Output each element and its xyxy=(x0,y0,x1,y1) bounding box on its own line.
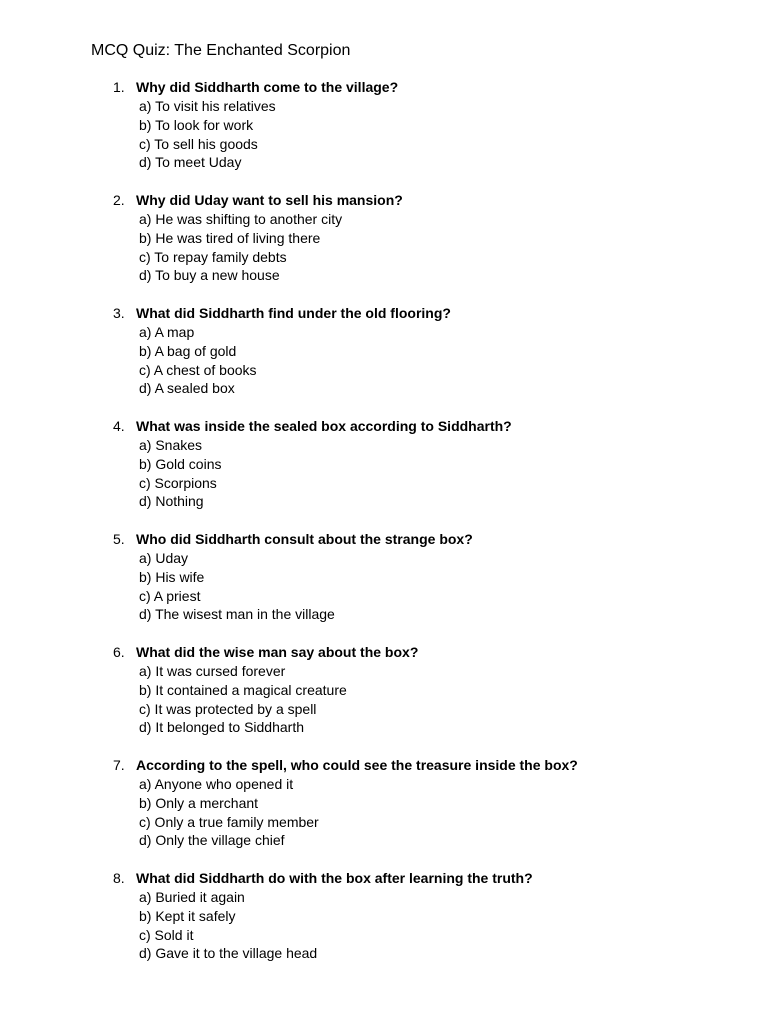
answer-option: b) Only a merchant xyxy=(139,794,259,811)
answer-option: c) Sold it xyxy=(139,926,194,943)
answer-options xyxy=(139,210,342,285)
answer-option: a) Uday xyxy=(139,550,189,566)
question-text: What was inside the sealed box according to Siddharth? xyxy=(136,418,512,434)
answer-option: c) Scorpions xyxy=(139,474,217,491)
question-item xyxy=(0,869,768,982)
answer-option: a) Buried it again xyxy=(139,889,245,905)
question-item xyxy=(0,417,768,530)
answer-option: d) Only the village chief xyxy=(139,832,285,849)
answer-option: c) To repay family debts xyxy=(139,248,287,265)
answer-option: d) Nothing xyxy=(139,493,204,510)
question-item xyxy=(0,756,768,869)
question-number: 8. xyxy=(113,870,125,886)
question-item xyxy=(0,191,768,304)
answer-option: c) To sell his goods xyxy=(139,135,258,152)
answer-option: b) It contained a magical creature xyxy=(139,681,347,698)
question-text: Why did Siddharth come to the village? xyxy=(136,79,399,95)
question-text: According to the spell, who could see the treasure inside the box? xyxy=(136,757,578,773)
answer-option: a) It was cursed forever xyxy=(139,663,286,679)
answer-option: b) To look for work xyxy=(139,116,254,133)
question-number: 5. xyxy=(113,531,125,547)
question-number: 7. xyxy=(113,757,125,773)
answer-options xyxy=(139,97,276,172)
question-text: What did the wise man say about the box? xyxy=(136,644,419,660)
question-number: 1. xyxy=(113,79,125,95)
answer-option: a) To visit his relatives xyxy=(139,98,276,114)
answer-options xyxy=(139,888,317,963)
page-title: MCQ Quiz: The Enchanted Scorpion xyxy=(91,42,351,59)
answer-options xyxy=(139,323,257,398)
question-number: 2. xyxy=(113,192,125,208)
answer-option: d) To meet Uday xyxy=(139,154,242,171)
answer-option: b) His wife xyxy=(139,568,205,585)
answer-option: c) It was protected by a spell xyxy=(139,700,317,717)
answer-option: c) A priest xyxy=(139,587,201,604)
question-number: 3. xyxy=(113,305,125,321)
answer-option: d) To buy a new house xyxy=(139,267,280,284)
answer-option: a) Snakes xyxy=(139,437,203,453)
answer-options xyxy=(139,549,335,624)
question-text: Why did Uday want to sell his mansion? xyxy=(136,192,403,208)
answer-options xyxy=(139,662,347,737)
question-text: What did Siddharth do with the box after learning the truth? xyxy=(136,870,533,886)
answer-option: b) He was tired of living there xyxy=(139,229,321,246)
answer-option: c) Only a true family member xyxy=(139,813,319,830)
question-number: 4. xyxy=(113,418,125,434)
answer-option: b) Gold coins xyxy=(139,455,222,472)
answer-option: a) Anyone who opened it xyxy=(139,776,294,792)
answer-option: b) Kept it safely xyxy=(139,907,236,924)
question-list xyxy=(0,78,768,982)
question-text: Who did Siddharth consult about the strange box? xyxy=(136,531,473,547)
answer-option: a) He was shifting to another city xyxy=(139,211,343,227)
question-item xyxy=(0,530,768,643)
answer-option: c) A chest of books xyxy=(139,361,257,378)
answer-option: a) A map xyxy=(139,324,195,340)
answer-options xyxy=(139,775,319,850)
answer-option: b) A bag of gold xyxy=(139,342,237,359)
question-item xyxy=(0,304,768,417)
answer-options xyxy=(139,436,221,511)
answer-option: d) A sealed box xyxy=(139,380,235,397)
answer-option: d) It belonged to Siddharth xyxy=(139,719,305,736)
answer-option: d) Gave it to the village head xyxy=(139,945,318,962)
question-text: What did Siddharth find under the old flooring? xyxy=(136,305,451,321)
question-number: 6. xyxy=(113,644,125,660)
question-item xyxy=(0,78,768,191)
answer-option: d) The wisest man in the village xyxy=(139,606,335,623)
question-item xyxy=(0,643,768,756)
